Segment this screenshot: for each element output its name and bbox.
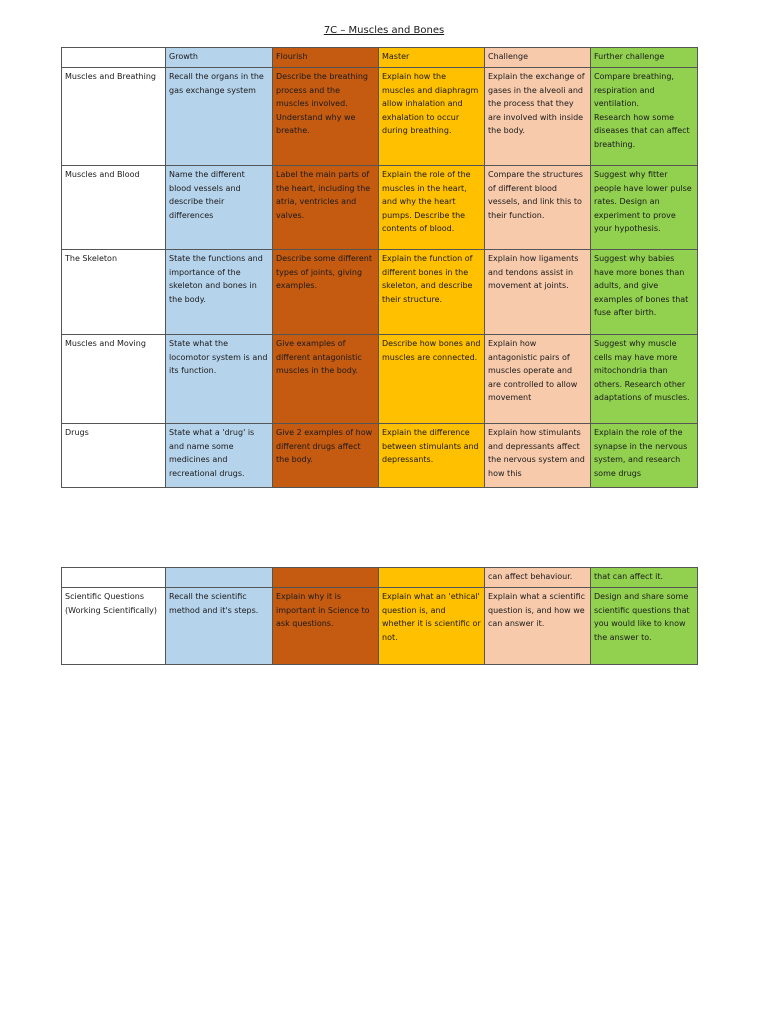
cell-challenge: Explain how ligaments and tendons assist in movement at joints.: [485, 250, 591, 335]
header-topic: [62, 48, 166, 68]
header-master: Master: [379, 48, 485, 68]
cell-further-challenge: [591, 68, 698, 166]
row-topic: [62, 568, 166, 588]
table-row: [62, 166, 698, 250]
row-topic: Muscles and Moving: [62, 335, 166, 424]
cell-flourish: Explain why it is important in Science to ask questions.: [273, 588, 379, 665]
row-topic: The Skeleton: [62, 250, 166, 335]
cell-text: Compare breathing, respiration and ventilation.: [594, 72, 674, 108]
cell-further-challenge: that can affect it.: [591, 568, 698, 588]
cell-flourish: Describe some different types of joints, giving examples.: [273, 250, 379, 335]
row-topic: Drugs: [62, 424, 166, 488]
cell-text: Research how some diseases that can affect breathing.: [594, 112, 690, 149]
table-row: [62, 335, 698, 424]
cell-challenge: Explain what a scientific question is, and how we can answer it.: [485, 588, 591, 665]
skills-table: [61, 47, 698, 488]
cell-master: Describe how bones and muscles are connected.: [379, 335, 485, 424]
cell-further-challenge: Suggest why fitter people have lower pulse rates. Design an experiment to prove your hypothesis.: [591, 166, 698, 250]
page-title: 7C – Muscles and Bones: [323, 25, 445, 36]
cell-flourish: [273, 568, 379, 588]
cell-challenge: Explain how antagonistic pairs of muscles operate and are controlled to allow movement: [485, 335, 591, 424]
cell-growth: State what the locomotor system is and its function.: [166, 335, 273, 424]
cell-master: Explain what an 'ethical' question is, and whether it is scientific or not.: [379, 588, 485, 665]
cell-growth: State what a 'drug' is and name some medicines and recreational drugs.: [166, 424, 273, 488]
cell-master: Explain the role of the muscles in the heart, and why the heart pumps. Describe the contents of blood.: [379, 166, 485, 250]
cell-challenge: Explain the exchange of gases in the alveoli and the process that they are involved with inside the body.: [485, 68, 591, 166]
table-row: [62, 250, 698, 335]
cell-further-challenge: Explain the role of the synapse in the nervous system, and research some drugs: [591, 424, 698, 488]
table-row: [62, 588, 698, 665]
cell-challenge: can affect behaviour.: [485, 568, 591, 588]
table-row: [62, 424, 698, 488]
skills-table-continued: [61, 567, 698, 665]
cell-master: Explain the difference between stimulants and depressants.: [379, 424, 485, 488]
cell-further-challenge: Suggest why muscle cells may have more mitochondria than others. Research other adaptations of muscles.: [591, 335, 698, 424]
cell-flourish: Give 2 examples of how different drugs affect the body.: [273, 424, 379, 488]
cell-flourish: Give examples of different antagonistic muscles in the body.: [273, 335, 379, 424]
header-challenge: Challenge: [485, 48, 591, 68]
cell-growth: State the functions and importance of the skeleton and bones in the body.: [166, 250, 273, 335]
cell-flourish: Label the main parts of the heart, including the atria, ventricles and valves.: [273, 166, 379, 250]
header-growth: Growth: [166, 48, 273, 68]
cell-flourish: Describe the breathing process and the muscles involved. Understand why we breathe.: [273, 68, 379, 166]
row-topic: Scientific Questions (Working Scientifically): [62, 588, 166, 665]
cell-master: [379, 568, 485, 588]
cell-master: Explain how the muscles and diaphragm allow inhalation and exhalation to occur during breathing.: [379, 68, 485, 166]
header-further-challenge: Further challenge: [591, 48, 698, 68]
cell-challenge: Compare the structures of different blood vessels, and link this to their function.: [485, 166, 591, 250]
table-row: [62, 68, 698, 166]
continuation-row: [62, 568, 698, 588]
row-topic: Muscles and Blood: [62, 166, 166, 250]
cell-growth: Recall the scientific method and it's steps.: [166, 588, 273, 665]
header-row: [62, 48, 698, 68]
cell-further-challenge: Suggest why babies have more bones than adults, and give examples of bones that fuse after birth.: [591, 250, 698, 335]
cell-growth: [166, 568, 273, 588]
cell-growth: Recall the organs in the gas exchange system: [166, 68, 273, 166]
header-flourish: Flourish: [273, 48, 379, 68]
cell-challenge: Explain how stimulants and depressants affect the nervous system and how this: [485, 424, 591, 488]
cell-master: Explain the function of different bones in the skeleton, and describe their structure.: [379, 250, 485, 335]
row-topic: Muscles and Breathing: [62, 68, 166, 166]
cell-growth: Name the different blood vessels and describe their differences: [166, 166, 273, 250]
cell-further-challenge: Design and share some scientific questions that you would like to know the answer to.: [591, 588, 698, 665]
